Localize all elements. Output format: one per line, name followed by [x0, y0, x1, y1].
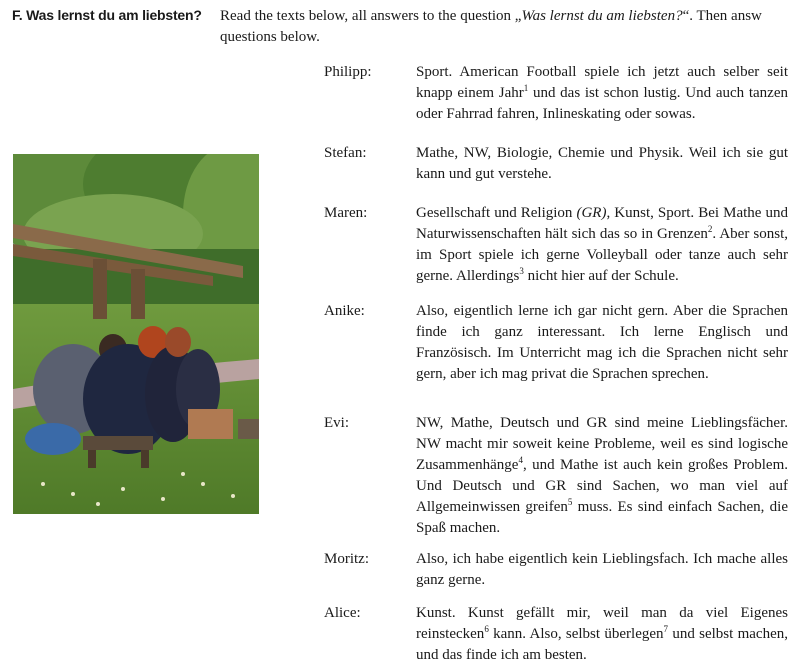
footnote-marker: 3: [519, 266, 524, 276]
answer-text-segment: NW, Mathe, Deutsch und GR sind meine Lieblingsfächer. NW macht mir soweit keine Probleme, weil es sind logische Zusammenhänge: [416, 415, 788, 473]
answer-text-segment: Sport. American Football spiele ich jetzt auch selber seit knapp einem Jahr: [416, 64, 788, 101]
answer-text-segment: und selbst machen, und das finde ich am besten.: [416, 626, 788, 663]
speaker-answer: [416, 203, 788, 287]
instruction-text: [220, 6, 806, 48]
answer-text-segment: nicht hier auf der Schule.: [523, 268, 679, 284]
instruction-question: Was lernst du am liebsten?: [521, 8, 683, 24]
speaker-name: Philipp:: [324, 64, 372, 80]
footnote-marker: 4: [518, 455, 523, 465]
speaker-answer: [416, 301, 788, 385]
answer-text-segment: muss. Es sind einfach Sachen, die Spaß machen.: [416, 499, 788, 536]
answer-text-segment: Gesellschaft und Religion: [416, 205, 577, 221]
section-heading: F. Was lernst du am liebsten?: [12, 7, 202, 23]
footnote-marker: 6: [484, 624, 489, 634]
answer-text-segment: und das ist schon lustig. Und auch tanzen oder Fahrrad fahren, Inlineskating oder sowas.: [416, 85, 788, 122]
footnote-marker: 1: [523, 83, 529, 93]
footnote-marker: 2: [707, 224, 713, 234]
answer-text-segment: . Aber sonst, im Sport spiele ich gerne Volleyball oder tanze auch sehr gerne. Allerdings: [416, 226, 789, 284]
speaker-answer: [416, 549, 788, 591]
instruction-line-1: [220, 6, 806, 27]
footnote-marker: 7: [663, 624, 669, 634]
speaker-answer: [416, 143, 788, 185]
footnote-marker: 5: [567, 497, 573, 507]
answer-text-segment: Also, ich habe eigentlich kein Lieblingsfach. Ich mache alles ganz gerne.: [416, 551, 788, 588]
answer-text-segment: Also, eigentlich lerne ich gar nicht gern. Aber die Sprachen finde ich ganz interessant. Ich lerne Englisch und Französisch. Im Unterricht mag ich die Sprachen nicht sehr gern, aber ich mag privat die Sprachen sprechen.: [416, 303, 788, 382]
instruction-part-2: “. Then answ: [682, 8, 762, 24]
instruction-line-2: questions below.: [220, 29, 320, 45]
speaker-name: Maren:: [324, 205, 368, 221]
answer-text-segment: , Kunst, Sport. Bei Mathe und Naturwissenschaften hält sich das so in Grenzen: [416, 205, 788, 242]
students-sitting-on-grass-photo: [13, 154, 259, 514]
instruction-part-1: Read the texts below, all answers to the question „: [220, 8, 522, 24]
speaker-name: Anike:: [324, 303, 365, 319]
answer-text-segment: Mathe, NW, Biologie, Chemie und Physik. Weil ich sie gut kann und gut verstehe.: [416, 145, 788, 182]
speaker-answer: [416, 413, 788, 539]
answer-text-segment: Kunst. Kunst gefällt mir, weil man da viel Eigenes reinstecken: [416, 605, 788, 642]
speaker-name: Moritz:: [324, 551, 369, 567]
speaker-answer: [416, 603, 788, 666]
emphasis-text: (GR): [576, 205, 607, 221]
speaker-name: Evi:: [324, 415, 349, 431]
answer-text-segment: , und Mathe ist auch kein großes Problem. Und Deutsch und GR sind Sachen, wo man viel auf Allgemeinwissen greifen: [416, 457, 788, 515]
answer-text-segment: kann. Also, selbst überlegen: [488, 626, 664, 642]
speaker-answer: [416, 62, 788, 125]
speaker-name: Stefan:: [324, 145, 367, 161]
speaker-name: Alice:: [324, 605, 361, 621]
